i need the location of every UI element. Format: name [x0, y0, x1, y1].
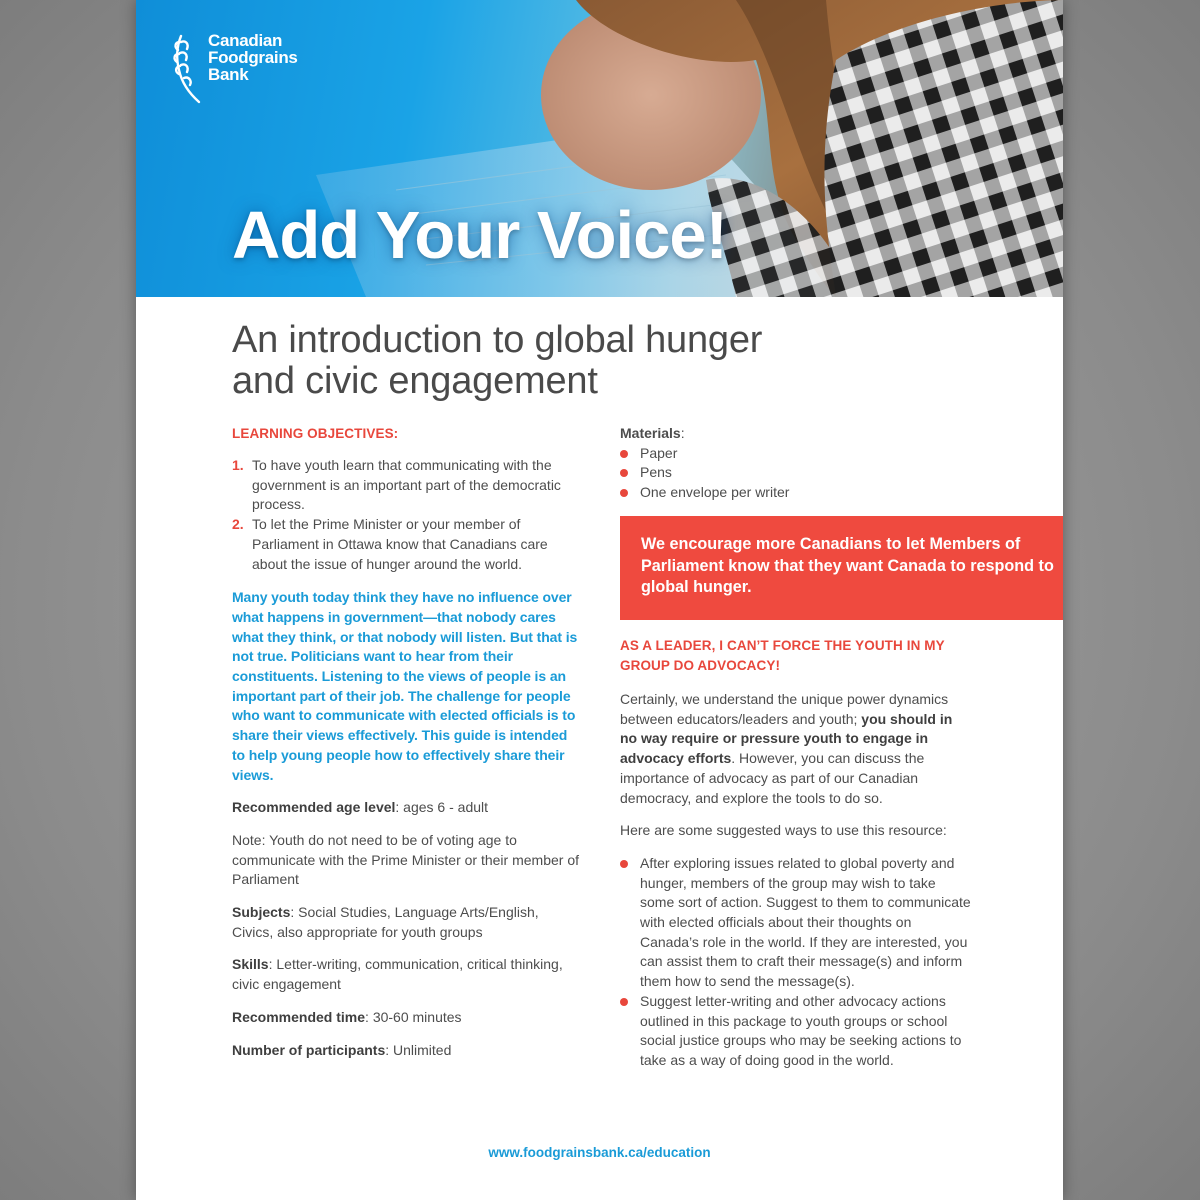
leader-heading — [620, 636, 972, 676]
list-item — [232, 456, 582, 515]
suggestions-list — [620, 854, 972, 1071]
objective-text: To have youth learn that communicating with the government is an important part of the democratic process. — [252, 457, 561, 513]
material-item: Pens — [640, 464, 672, 481]
suggested-intro: Here are some suggested ways to use this resource: — [620, 822, 947, 839]
skills-label: Skills — [232, 956, 269, 973]
logo-line-2: Foodgrains — [208, 48, 298, 67]
left-column — [232, 424, 582, 1060]
bullet-icon — [620, 998, 628, 1006]
flyer-page — [136, 0, 1063, 1200]
foodgrains-logo — [172, 32, 298, 106]
objective-number: 1. — [232, 457, 244, 473]
recommended-time — [232, 1008, 582, 1028]
list-item — [620, 463, 980, 483]
page-subtitle — [232, 320, 952, 402]
bullet-icon — [620, 469, 628, 477]
participants-label: Number of participants — [232, 1041, 386, 1058]
voting-age-note: Note: Youth do not need to be of voting age to communicate with the Prime Minister or their member of Parliament — [232, 831, 579, 888]
objectives-list — [232, 456, 582, 574]
subjects-label: Subjects — [232, 904, 291, 921]
learning-objectives-heading: LEARNING OBJECTIVES: — [232, 426, 399, 441]
bullet-icon — [620, 860, 628, 868]
materials-colon: : — [680, 425, 685, 441]
material-item: One envelope per writer — [640, 484, 790, 501]
age-level — [232, 798, 582, 818]
objective-number: 2. — [232, 516, 244, 533]
hero-title: Add Your Voice! — [232, 198, 727, 273]
intro-paragraph: Many youth today think they have no influence over what happens in government—that nobody cares what they think, or that nobody will listen. But that is not true. Politicians want to hear from their constituents. Listening to the views of people is an important part of their job. The challenge for people who want to communicate with elected officials is to share their views effectively. This guide is intended to help young people how to effectively share their views. — [232, 589, 578, 783]
skills — [232, 955, 582, 994]
bullet-icon — [620, 489, 628, 497]
list-item — [620, 854, 972, 992]
subtitle-line-1: An introduction to global hunger — [232, 319, 763, 361]
wheat-icon — [172, 32, 202, 106]
time-value: : 30-60 minutes — [365, 1008, 462, 1025]
logo-line-1: Canadian — [208, 31, 283, 50]
age-level-value: : ages 6 - adult — [395, 799, 489, 816]
materials-label: Materials — [620, 425, 681, 441]
leader-paragraph — [620, 690, 972, 808]
list-item — [620, 483, 980, 503]
suggestion-text: Suggest letter-writing and other advocacy actions outlined in this package to youth groups or school social justice groups who may be seeking actions to take as a way of doing good in the world. — [640, 992, 962, 1068]
leader-heading-line-2: GROUP DO ADVOCACY! — [620, 658, 781, 673]
leader-section — [620, 636, 972, 1071]
website-link[interactable]: www.foodgrainsbank.ca/education — [488, 1145, 711, 1160]
objective-text: To let the Prime Minister or your member of Parliament in Ottawa know that Canadians care about the issue of hunger around the world. — [252, 516, 548, 572]
leader-text-bold: you should in no way require or pressure youth to engage in advocacy efforts — [620, 710, 953, 767]
logo-line-3: Bank — [208, 65, 249, 84]
age-level-label: Recommended age level — [232, 799, 396, 816]
hero-banner — [136, 0, 1063, 297]
leader-heading-line-1: AS A LEADER, I CAN’T FORCE THE YOUTH IN MY — [620, 638, 945, 653]
materials-list — [620, 444, 980, 503]
list-item — [620, 992, 972, 1071]
leader-text-end: . However, you can discuss the importance of advocacy as part of our Canadian democracy, and explore the tools to do so. — [620, 750, 925, 806]
subtitle-line-2: and civic engagement — [232, 360, 598, 402]
list-item — [232, 515, 582, 574]
callout-box: We encourage more Canadians to let Members of Parliament know that they want Canada to respond to global hunger. — [620, 516, 1063, 620]
subjects-value: : Social Studies, Language Arts/English, Civics, also appropriate for youth groups — [232, 904, 539, 940]
materials-section — [620, 424, 980, 503]
list-item — [620, 444, 980, 464]
material-item: Paper — [640, 444, 678, 461]
participants — [232, 1041, 582, 1061]
suggestion-text: After exploring issues related to global poverty and hunger, members of the group may wish to take some sort of action. Suggest to them to communicate with elected officials about their thoughts on Canada’s role in the world. If they are interested, you can assist them to craft their message(s) and inform them how to send the message(s). — [640, 854, 971, 990]
leader-text-start: Certainly, we understand the unique power dynamics between educators/leaders and youth; — [620, 691, 949, 727]
participants-value: : Unlimited — [385, 1041, 452, 1058]
subjects — [232, 903, 582, 942]
skills-value: : Letter-writing, communication, critical thinking, civic engagement — [232, 956, 563, 993]
time-label: Recommended time — [232, 1008, 366, 1025]
bullet-icon — [620, 450, 628, 458]
